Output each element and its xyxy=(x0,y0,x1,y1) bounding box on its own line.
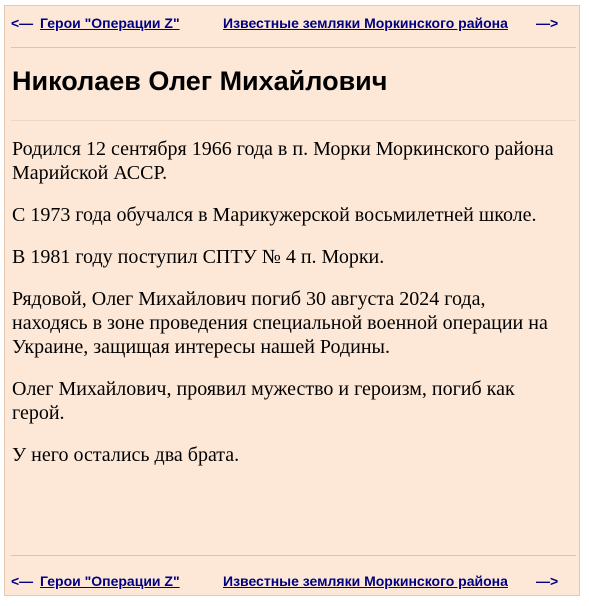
divider xyxy=(11,555,576,556)
next-link-famous-countrymen[interactable]: Известные земляки Моркинского района xyxy=(223,15,508,31)
prev-arrow[interactable]: <— xyxy=(11,15,34,31)
paragraph-college: В 1981 году поступил СПТУ № 4 п. Морки. xyxy=(12,246,385,268)
paragraph-birth: Родился 12 сентября 1966 года в п. Морки Моркинского района Марийской АССР. xyxy=(12,138,554,184)
prev-link-heroes[interactable]: Герои "Операции Z" xyxy=(40,15,180,31)
biography-text xyxy=(12,137,557,485)
paragraph-family: У него остались два брата. xyxy=(12,444,240,466)
paragraph-death: Рядовой, Олег Михайлович погиб 30 августа 2024 года, находясь в зоне проведения специальной военной операции на Украине, защищая интересы нашей Родины. xyxy=(12,288,548,358)
next-arrow[interactable]: —> xyxy=(536,573,559,589)
prev-link-heroes[interactable]: Герои "Операции Z" xyxy=(40,573,180,589)
prev-arrow[interactable]: <— xyxy=(11,573,34,589)
paragraph-school: С 1973 года обучался в Марикужерской восьмилетней школе. xyxy=(12,204,537,226)
page-title: Николаев Олег Михайлович xyxy=(12,66,388,96)
next-link-famous-countrymen[interactable]: Известные земляки Моркинского района xyxy=(223,573,508,589)
page-panel xyxy=(4,5,580,596)
next-arrow[interactable]: —> xyxy=(536,15,559,31)
paragraph-heroism: Олег Михайлович, проявил мужество и героизм, погиб как герой. xyxy=(12,378,515,424)
divider xyxy=(11,47,576,48)
divider xyxy=(11,120,576,121)
